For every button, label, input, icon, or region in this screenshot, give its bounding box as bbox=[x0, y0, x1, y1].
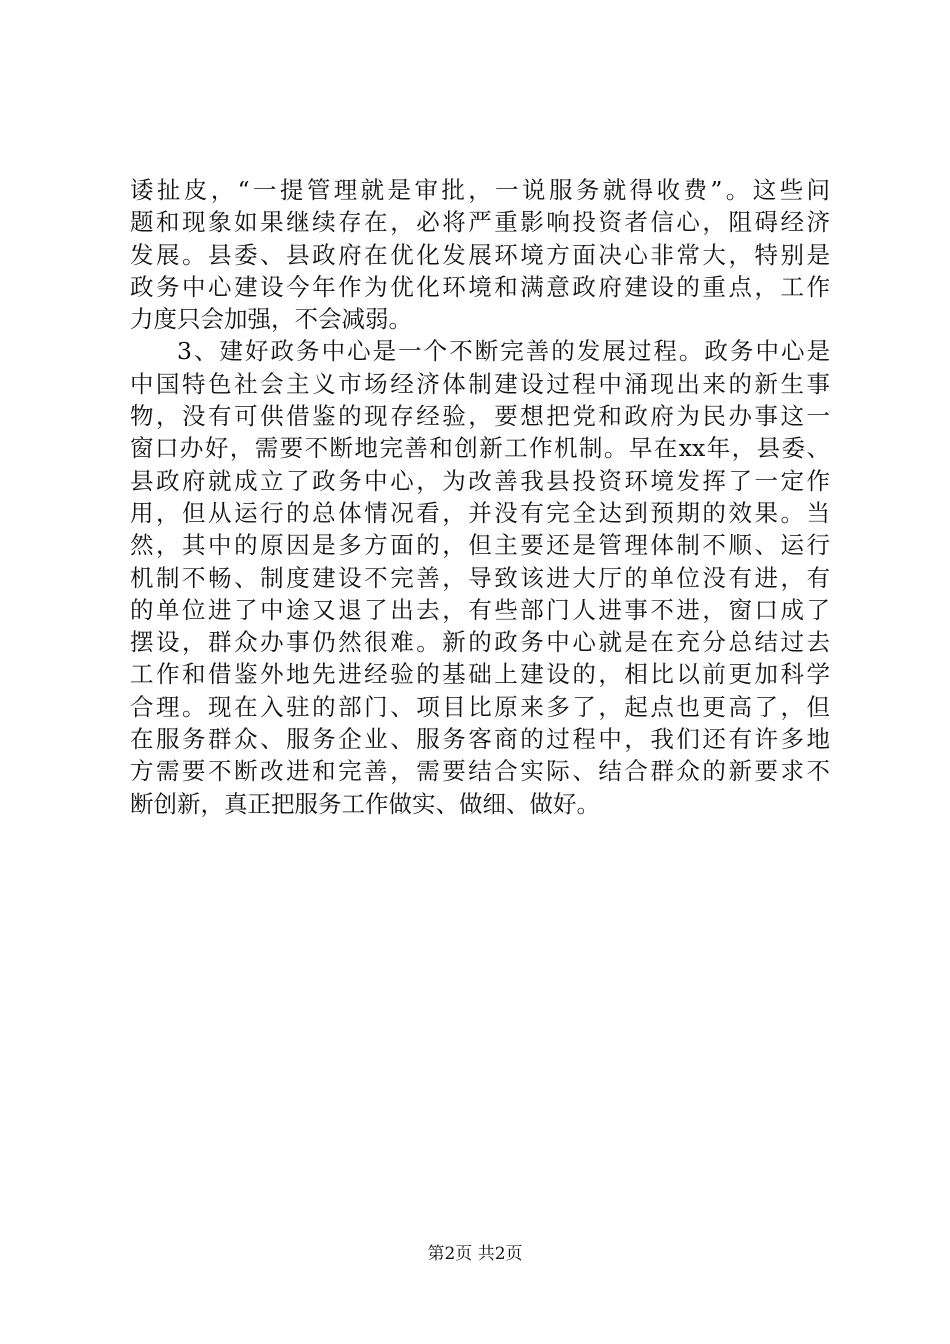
text-line: 摆设，群众办事仍然很难。新的政务中心就是在充分总结过去 bbox=[130, 628, 830, 657]
text-line: 中国特色社会主义市场经济体制建设过程中涌现出来的新生事 bbox=[130, 369, 830, 398]
text-line: 窗口办好，需要不断地完善和创新工作机制。早在xx年，县委、 bbox=[130, 434, 830, 463]
body-text bbox=[130, 174, 830, 820]
text-line: 力度只会加强，不会减弱。 bbox=[130, 305, 412, 334]
text-line: 机制不畅、制度建设不完善，导致该进大厅的单位没有进，有 bbox=[130, 563, 830, 592]
text-line: 物，没有可供借鉴的现存经验，要想把党和政府为民办事这一 bbox=[130, 402, 830, 431]
text-line: 发展。县委、县政府在优化发展环境方面决心非常大，特别是 bbox=[130, 240, 830, 269]
text-line: 3、建好政务中心是一个不断完善的发展过程。政务中心是 bbox=[177, 337, 830, 366]
text-line: 的单位进了中途又退了出去，有些部门人进事不进，窗口成了 bbox=[130, 595, 830, 624]
text-line: 县政府就成立了政务中心，为改善我县投资环境发挥了一定作 bbox=[130, 466, 830, 495]
text-line: 方需要不断改进和完善，需要结合实际、结合群众的新要求不 bbox=[130, 757, 830, 786]
text-line: 工作和借鉴外地先进经验的基础上建设的，相比以前更加科学 bbox=[130, 660, 830, 689]
text-line: 政务中心建设今年作为优化环境和满意政府建设的重点，工作 bbox=[130, 272, 830, 301]
page-number-footer: 第2页 共2页 bbox=[427, 1244, 523, 1264]
text-line: 用，但从运行的总体情况看，并没有完全达到预期的效果。当 bbox=[130, 498, 830, 527]
text-line: 题和现象如果继续存在，必将严重影响投资者信心，阻碍经济 bbox=[130, 208, 830, 237]
text-line: 合理。现在入驻的部门、项目比原来多了，起点也更高了，但 bbox=[130, 692, 830, 721]
text-line: 断创新，真正把服务工作做实、做细、做好。 bbox=[130, 789, 600, 818]
text-line: 在服务群众、服务企业、服务客商的过程中，我们还有许多地 bbox=[130, 725, 830, 754]
text-line: 诿扯皮，“一提管理就是审批，一说服务就得收费”。这些问 bbox=[130, 176, 830, 204]
text-line: 然，其中的原因是多方面的，但主要还是管理体制不顺、运行 bbox=[130, 531, 830, 560]
